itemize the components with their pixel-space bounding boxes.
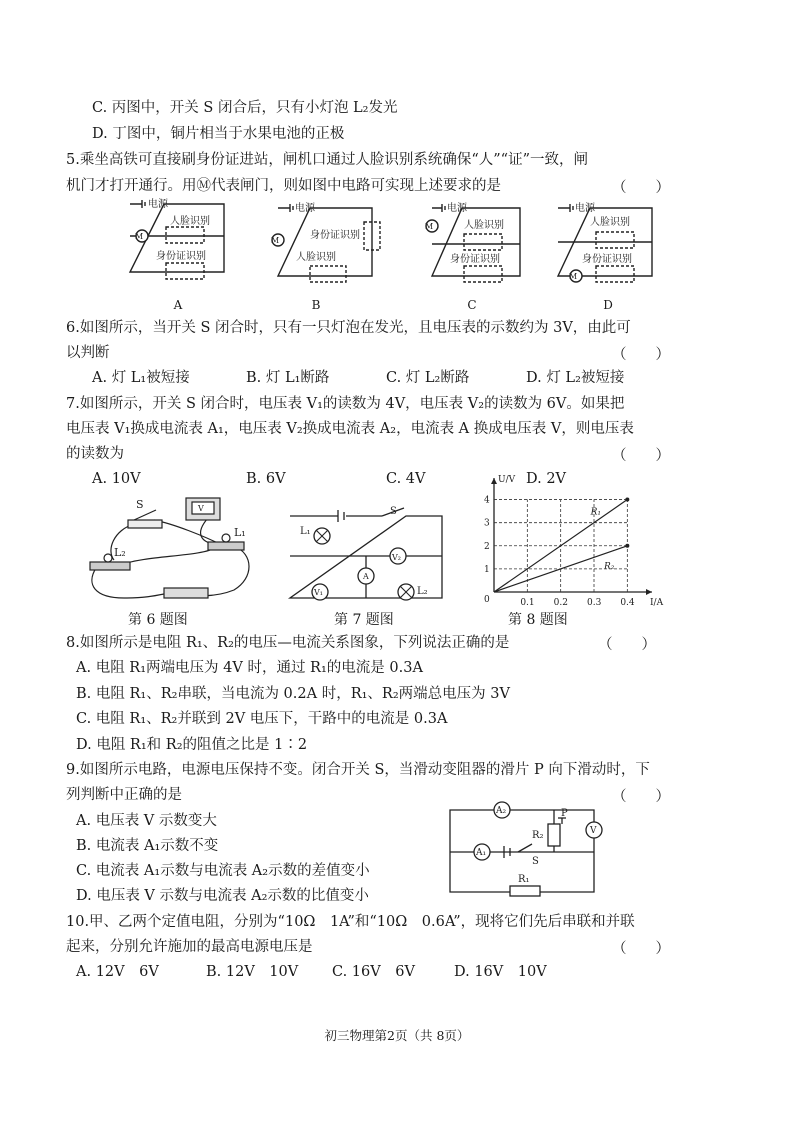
q8-option-c[interactable]: C. 电阻 R₁、R₂并联到 2V 电压下，干路中的电流是 0.3A: [76, 711, 448, 727]
id-label-a: 身份证识别: [156, 251, 206, 262]
q5-stem-line1: 5.乘坐高铁可直接刷身份证进站，闸机口通过人脸识别系统确保“人”“证”一致，闸: [66, 152, 588, 168]
x-tick-label: 0.2: [553, 598, 568, 608]
origin-label: 0: [484, 595, 490, 605]
fig6-label-s: S: [136, 498, 144, 511]
fig7-label-s: S: [390, 506, 397, 517]
y-tick-label: 3: [484, 518, 490, 529]
q9-option-c[interactable]: C. 电流表 A₁示数与电流表 A₂示数的差值变小: [76, 863, 370, 879]
fig7-schematic: [286, 506, 446, 606]
series-label-1: R₁: [590, 507, 602, 518]
q7-option-c[interactable]: C. 4V: [386, 471, 426, 487]
page-footer: 初三物理第2页（共 8页）: [324, 1028, 470, 1043]
q5-circuit-d: [556, 200, 660, 280]
q6-stem-line2: 以判断: [66, 345, 110, 361]
series-point-1: [625, 498, 629, 502]
q9-label-r1: R₁: [518, 874, 530, 885]
motor-c-label: M: [425, 222, 434, 231]
q8-option-b[interactable]: B. 电阻 R₁、R₂串联，当电流为 0.2A 时，R₁、R₂两端总电压为 3V: [76, 686, 510, 702]
source-label-a: 电源: [148, 199, 168, 210]
q5-option-b[interactable]: B: [311, 298, 321, 312]
motor-d-label: M: [569, 272, 578, 281]
q7-answer-bracket: （ ）: [612, 448, 670, 464]
q10-answer-bracket: （ ）: [612, 941, 670, 957]
q9-rheostat-r2: [548, 824, 560, 846]
series-label-2: R₂: [604, 561, 615, 572]
q6-option-b[interactable]: B. 灯 L₁断路: [246, 370, 330, 386]
q5-circuit-a: [128, 196, 228, 286]
q7-stem-line2: 电压表 V₁换成电流表 A₁，电压表 V₂换成电流表 A₂，电流表 A 换成电压表 V，则电压表: [66, 421, 634, 437]
q8-option-d[interactable]: D. 电阻 R₁和 R₂的阻值之比是 1∶2: [76, 737, 308, 753]
motor-b-label: M: [271, 236, 280, 245]
fig8-ui-chart: [470, 475, 664, 610]
y-axis-arrow: [491, 478, 497, 484]
q9-label-s: S: [532, 856, 539, 867]
q10-option-d[interactable]: D. 16V 10V: [454, 964, 547, 980]
y-tick-label: 2: [484, 541, 490, 552]
source-label-c: 电源: [447, 203, 467, 214]
q9-option-d[interactable]: D. 电压表 V 示数与电流表 A₂示数的比值变小: [76, 888, 369, 904]
q5-answer-bracket: （ ）: [612, 180, 670, 196]
q5-option-a[interactable]: A: [173, 298, 183, 312]
q8-answer-bracket: （ ）: [598, 637, 656, 653]
fig7-label-a: A: [363, 572, 369, 581]
q10-option-b[interactable]: B. 12V 10V: [206, 964, 299, 980]
fig7-label-l2: L₂: [417, 586, 428, 597]
face-label-c: 人脸识别: [464, 220, 504, 231]
q5-stem-line2: 机门才打开通行。用Ⓜ代表闸门，则如图中电路可实现上述要求的是: [66, 178, 501, 194]
id-label-c: 身份证识别: [450, 254, 500, 265]
x-tick-label: 0.4: [620, 598, 635, 608]
q6-answer-bracket: （ ）: [612, 347, 670, 363]
y-axis-label: U/V: [498, 475, 516, 485]
q9-circuit: [444, 800, 614, 900]
q9-label-a2: A₂: [496, 806, 507, 816]
y-tick-label: 1: [484, 564, 490, 575]
face-label-a: 人脸识别: [170, 216, 210, 227]
face-label-b: 人脸识别: [296, 252, 336, 263]
source-label-b: 电源: [295, 203, 315, 214]
motor-a-label: M: [135, 232, 144, 241]
q7-option-d[interactable]: D. 2V: [526, 471, 567, 487]
q9-label-v: V: [590, 826, 597, 836]
q5-circuit-b: [270, 200, 380, 290]
q7-option-a[interactable]: A. 10V: [92, 471, 141, 487]
q5-option-d[interactable]: D: [603, 298, 613, 312]
q9-stem-line1: 9.如图所示电路，电源电压保持不变。闭合开关 S，当滑动变阻器的滑片 P 向下滑动时，下: [66, 762, 650, 778]
q8-stem: 8.如图所示是电阻 R₁、R₂的电压—电流关系图象，下列说法正确的是: [66, 635, 510, 651]
q10-stem-line2: 起来，分别允许施加的最高电源电压是: [66, 939, 313, 955]
id-label-b: 身份证识别: [310, 230, 360, 241]
q10-option-c[interactable]: C. 16V 6V: [332, 964, 415, 980]
q5-circuit-c: [424, 200, 524, 280]
q7-stem-line1: 7.如图所示，开关 S 闭合时，电压表 V₁的读数为 4V，电压表 V₂的读数为 6V。如果把: [66, 396, 625, 412]
source-label-d: 电源: [575, 203, 595, 214]
q8-option-a[interactable]: A. 电阻 R₁两端电压为 4V 时，通过 R₁的电流是 0.3A: [76, 660, 423, 676]
fig6-label-l2: L₂: [114, 546, 126, 559]
q9-resistor-r1: [510, 886, 540, 896]
q9-option-a[interactable]: A. 电压表 V 示数变大: [76, 813, 217, 829]
q6-option-d[interactable]: D. 灯 L₂被短接: [526, 370, 625, 386]
q6-option-a[interactable]: A. 灯 L₁被短接: [92, 370, 190, 386]
fig6-caption: 第 6 题图: [128, 612, 188, 628]
q9-label-p: P: [561, 808, 568, 819]
fig6-battery: [164, 588, 208, 598]
q9-answer-bracket: （ ）: [612, 789, 670, 805]
id-label-d: 身份证识别: [582, 254, 632, 265]
fig7-label-v2: V₂: [392, 553, 401, 562]
face-label-d: 人脸识别: [590, 217, 630, 228]
q7-stem-line3: 的读数为: [66, 446, 124, 462]
x-tick-label: 0.3: [587, 598, 602, 608]
x-axis-label: I/A: [650, 598, 664, 608]
q9-stem-line2: 列判断中正确的是: [66, 787, 182, 803]
q6-option-c[interactable]: C. 灯 L₂断路: [386, 370, 470, 386]
x-tick-label: 0.1: [520, 598, 535, 608]
fig6-label-l1: L₁: [234, 526, 246, 539]
fig7-label-l1: L₁: [300, 526, 311, 537]
q4-option-c: C. 丙图中，开关 S 闭合后，只有小灯泡 L₂发光: [92, 100, 398, 116]
fig7-label-v1: V₁: [314, 588, 323, 597]
series-point-2: [625, 544, 629, 548]
fig7-caption: 第 7 题图: [334, 612, 394, 628]
q4-option-d: D. 丁图中，铜片相当于水果电池的正极: [92, 126, 345, 142]
q7-option-b[interactable]: B. 6V: [246, 471, 286, 487]
q9-option-b[interactable]: B. 电流表 A₁示数不变: [76, 838, 219, 854]
fig8-caption: 第 8 题图: [508, 612, 568, 628]
x-axis-arrow: [646, 589, 652, 595]
fig6-switch: [128, 510, 162, 528]
fig6-meter-label: V: [198, 504, 204, 513]
fig6-physical-circuit: [84, 494, 274, 606]
q5-option-c[interactable]: C: [467, 298, 477, 312]
q9-label-a1: A₁: [476, 848, 487, 858]
y-tick-label: 4: [484, 495, 490, 506]
q6-stem-line1: 6.如图所示，当开关 S 闭合时，只有一只灯泡在发光，且电压表的示数约为 3V，由此可: [66, 320, 631, 336]
q10-stem-line1: 10.甲、乙两个定值电阻，分别为“10Ω 1A”和“10Ω 0.6A”，现将它们先后串联和并联: [66, 914, 635, 930]
q10-option-a[interactable]: A. 12V 6V: [76, 964, 159, 980]
q9-label-r2: R₂: [532, 830, 544, 841]
